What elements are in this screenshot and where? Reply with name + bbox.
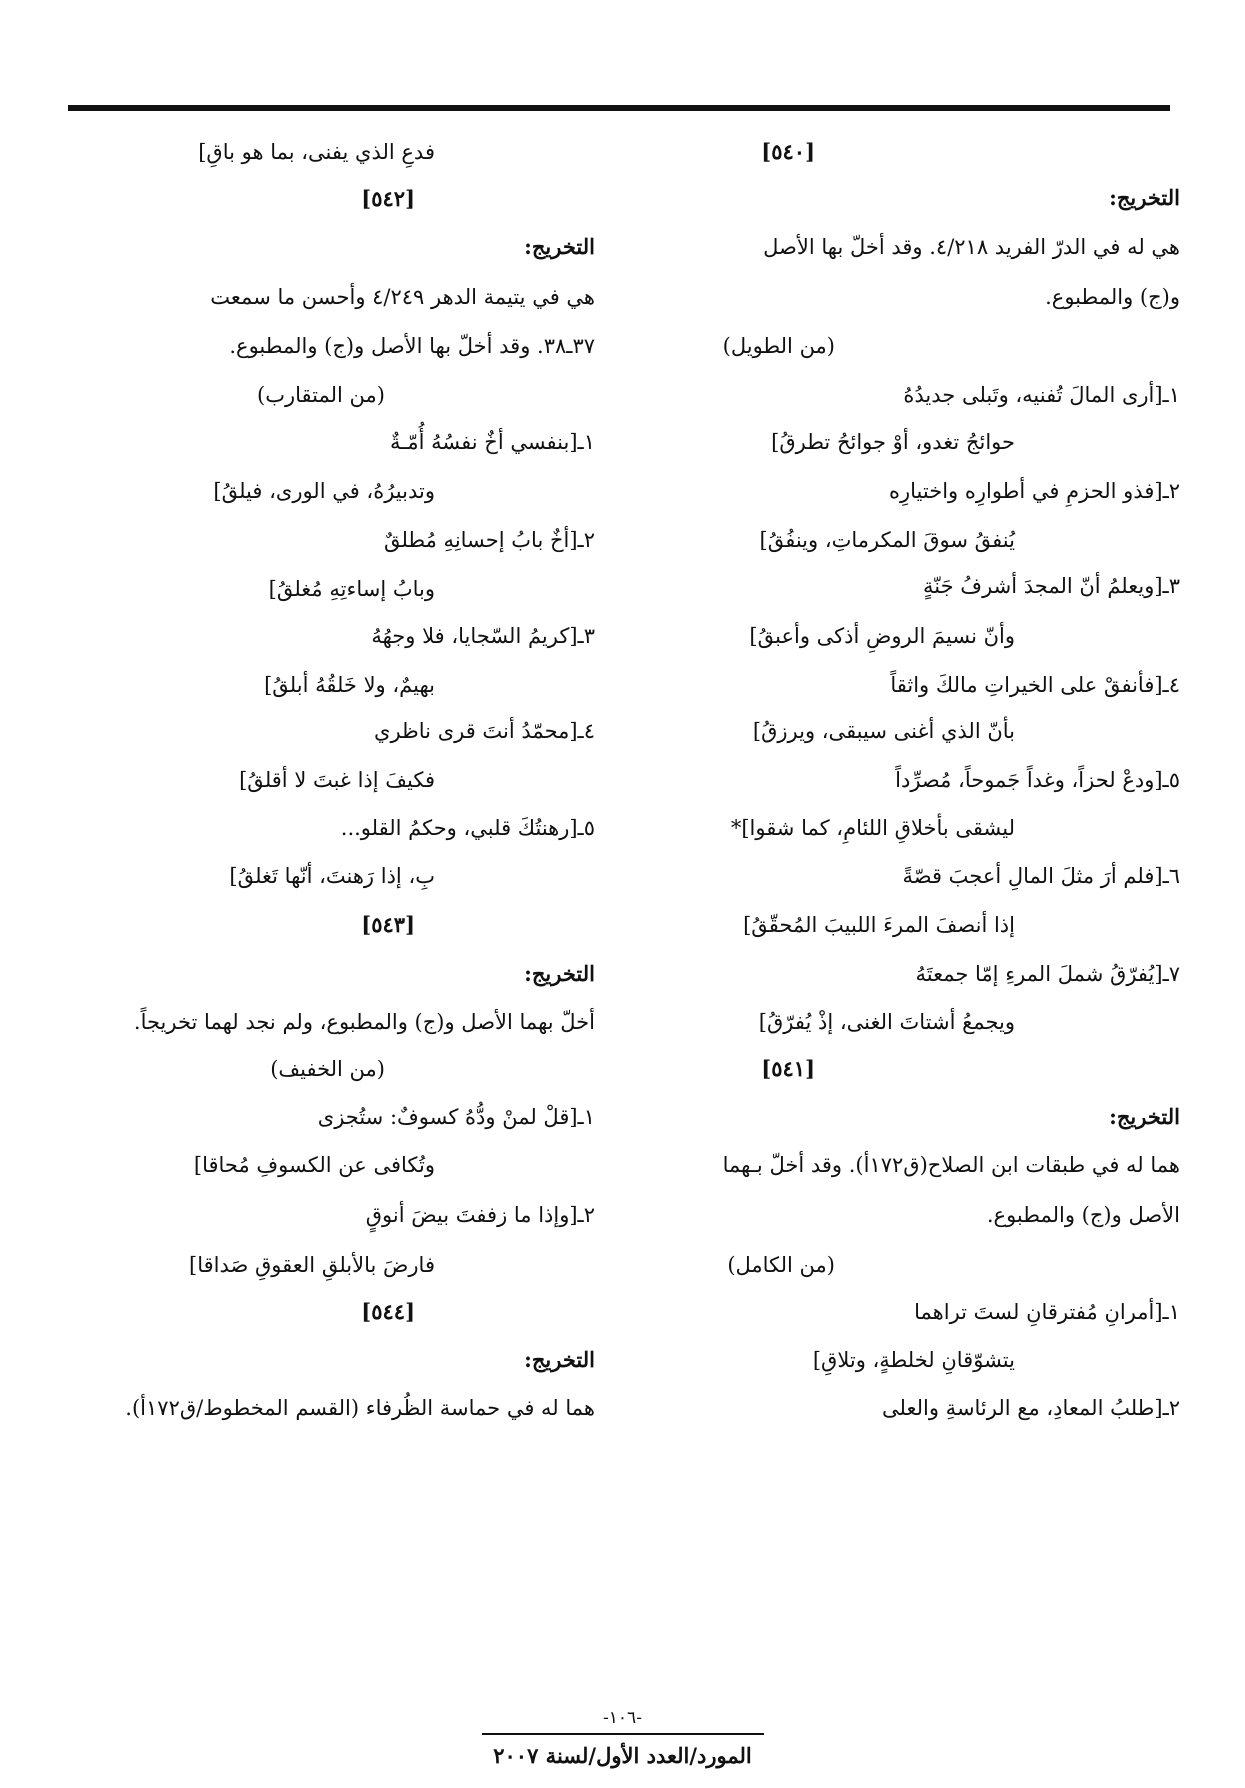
prose-line: هما له في طبقات ابن الصلاح(ق١٧٢أ). وقد أخلّ بـهما <box>722 1153 1180 1177</box>
verse-line: ليشقى بأخلاقِ اللئامِ، كما شقوا]* <box>730 816 1015 840</box>
header-rule <box>68 105 1170 111</box>
page-number: -١٠٦- <box>603 1708 642 1728</box>
footer-rule <box>482 1733 764 1735</box>
entry-number: [٥٤٤] <box>361 1299 415 1324</box>
entry-number: [٥٤٣] <box>361 912 415 937</box>
entry-number: [٥٤٠] <box>761 139 815 164</box>
verse-line: ٢ـ[طلبُ المعادِ، مع الرئاسةِ والعلى <box>882 1396 1180 1420</box>
section-label: التخريج: <box>524 234 595 259</box>
verse-line: ٤ـ[فأنفقْ على الخيراتِ مالكَ واثقاً <box>890 673 1180 697</box>
verse-line: يتشوّقانِ لخلطةٍ، وتلاقِ] <box>812 1348 1015 1372</box>
verse-line: ١ـ[أرى المالَ تُفنيه، وتَبلى جديدُهُ <box>903 383 1180 407</box>
journal-footer: المورد/العدد الأول/لسنة ٢٠٠٧ <box>493 1743 752 1768</box>
verse-line: بأنّ الذي أغنى سيبقى، ويرزقُ] <box>752 719 1015 743</box>
verse-line: ١ـ[بنفسي أخٌ نفسُهُ أُمّـةٌ <box>389 430 595 454</box>
verse-line: ٧ـ[يُفرّقُ شملَ المرءِ إمّا جمعتَهُ <box>915 962 1180 986</box>
section-label: التخريج: <box>1109 185 1180 210</box>
meter-label: (من الكامل) <box>727 1253 835 1277</box>
verse-line: فدعِ الذي يفنى، بما هو باقِ] <box>198 140 435 164</box>
verse-line: ٣ـ[كريمُ السّجايا، فلا وجهُهُ <box>371 624 595 648</box>
verse-line: ٢ـ[وإذا ما زففتَ بيضَ أنوقٍ <box>365 1203 595 1227</box>
verse-line: إذا أنصفَ المرءَ اللبيبَ المُحقّقُ] <box>743 913 1015 937</box>
verse-line: ١ـ[أمرانِ مُفترقانِ لستَ تراهما <box>914 1300 1180 1324</box>
verse-line: وتدبيرُهُ، في الورى، فيلقُ] <box>213 479 435 503</box>
meter-label: (من الطويل) <box>722 334 835 358</box>
prose-line: الأصل و(ج) والمطبوع. <box>986 1203 1180 1227</box>
verse-line: وبابُ إساءتِهِ مُغلقُ] <box>268 577 435 601</box>
prose-line: هي له في الدرّ الفريد ٤/٢١٨. وقد أخلّ بها الأصل <box>763 235 1180 259</box>
section-label: التخريج: <box>524 1347 595 1372</box>
prose-line: و(ج) والمطبوع. <box>1045 285 1180 309</box>
section-label: التخريج: <box>1109 1104 1180 1129</box>
entry-number: [٥٤٢] <box>361 186 415 211</box>
verse-line: ٢ـ[أخٌ بابُ إحسانِهِ مُطلقٌ <box>383 528 595 552</box>
verse-line: ٣ـ[ويعلمُ أنّ المجدَ أشرفُ جَنّةٍ <box>923 574 1180 598</box>
verse-line: ٦ـ[فلم أرَ مثلَ المالِ أعجبَ قصّةً <box>902 864 1180 888</box>
verse-line: ٥ـ[رهنتُكَ قلبي، وحكمُ القلو... <box>340 816 595 840</box>
verse-line: حوائجُ تغدو، أوْ جوائحُ تطرقُ] <box>771 430 1015 454</box>
verse-line: فكيفَ إذا غبتَ لا أقلقُ] <box>239 768 435 792</box>
prose-line: هي في يتيمة الدهر ٤/٢٤٩ وأحسن ما سمعت <box>210 285 595 309</box>
verse-line: ويجمعُ أشتاتَ الغنى، إذْ يُفرّقُ] <box>758 1010 1015 1034</box>
verse-line: ١ـ[قلْ لمنْ ودُّهُ كسوفٌ: ستُجزى <box>317 1105 595 1129</box>
meter-label: (من الخفيف) <box>270 1057 385 1081</box>
prose-line: هما له في حماسة الظُرفاء (القسم المخطوط/ق١٧٢أ). <box>125 1396 595 1420</box>
section-label: التخريج: <box>524 961 595 986</box>
verse-line: بِ، إذا رَهنتَ، أنّها تَغلقُ] <box>229 864 435 888</box>
verse-line: وتُكافى عن الكسوفِ مُحاقا] <box>193 1153 435 1177</box>
verse-line: ٢ـ[فذو الحزمِ في أطوارِه واختيارِه <box>889 479 1180 503</box>
prose-line: ٣٧ـ٣٨. وقد أخلّ بها الأصل و(ج) والمطبوع. <box>229 334 595 358</box>
prose-line: أخلّ بهما الأصل و(ج) والمطبوع، ولم نجد لهما تخريجاً. <box>133 1010 595 1034</box>
meter-label: (من المتقارب) <box>257 383 385 407</box>
entry-number: [٥٤١] <box>761 1056 815 1081</box>
verse-line: بهيمٌ، ولا خَلقُهُ أبلقُ] <box>264 673 435 697</box>
verse-line: ٥ـ[ودعْ لحزاً، وغداً جَموحاً، مُصرِّداً <box>895 768 1180 792</box>
verse-line: ٤ـ[محمّدُ أنتَ قرى ناظري <box>374 719 595 743</box>
verse-line: فارضَ بالأبلقِ العقوقِ صَداقا] <box>189 1253 435 1277</box>
verse-line: وأنّ نسيمَ الروضِ أذكى وأعبقُ] <box>749 624 1015 648</box>
verse-line: يُنفقُ سوقَ المكرماتِ، وينفُقُ] <box>759 528 1015 552</box>
